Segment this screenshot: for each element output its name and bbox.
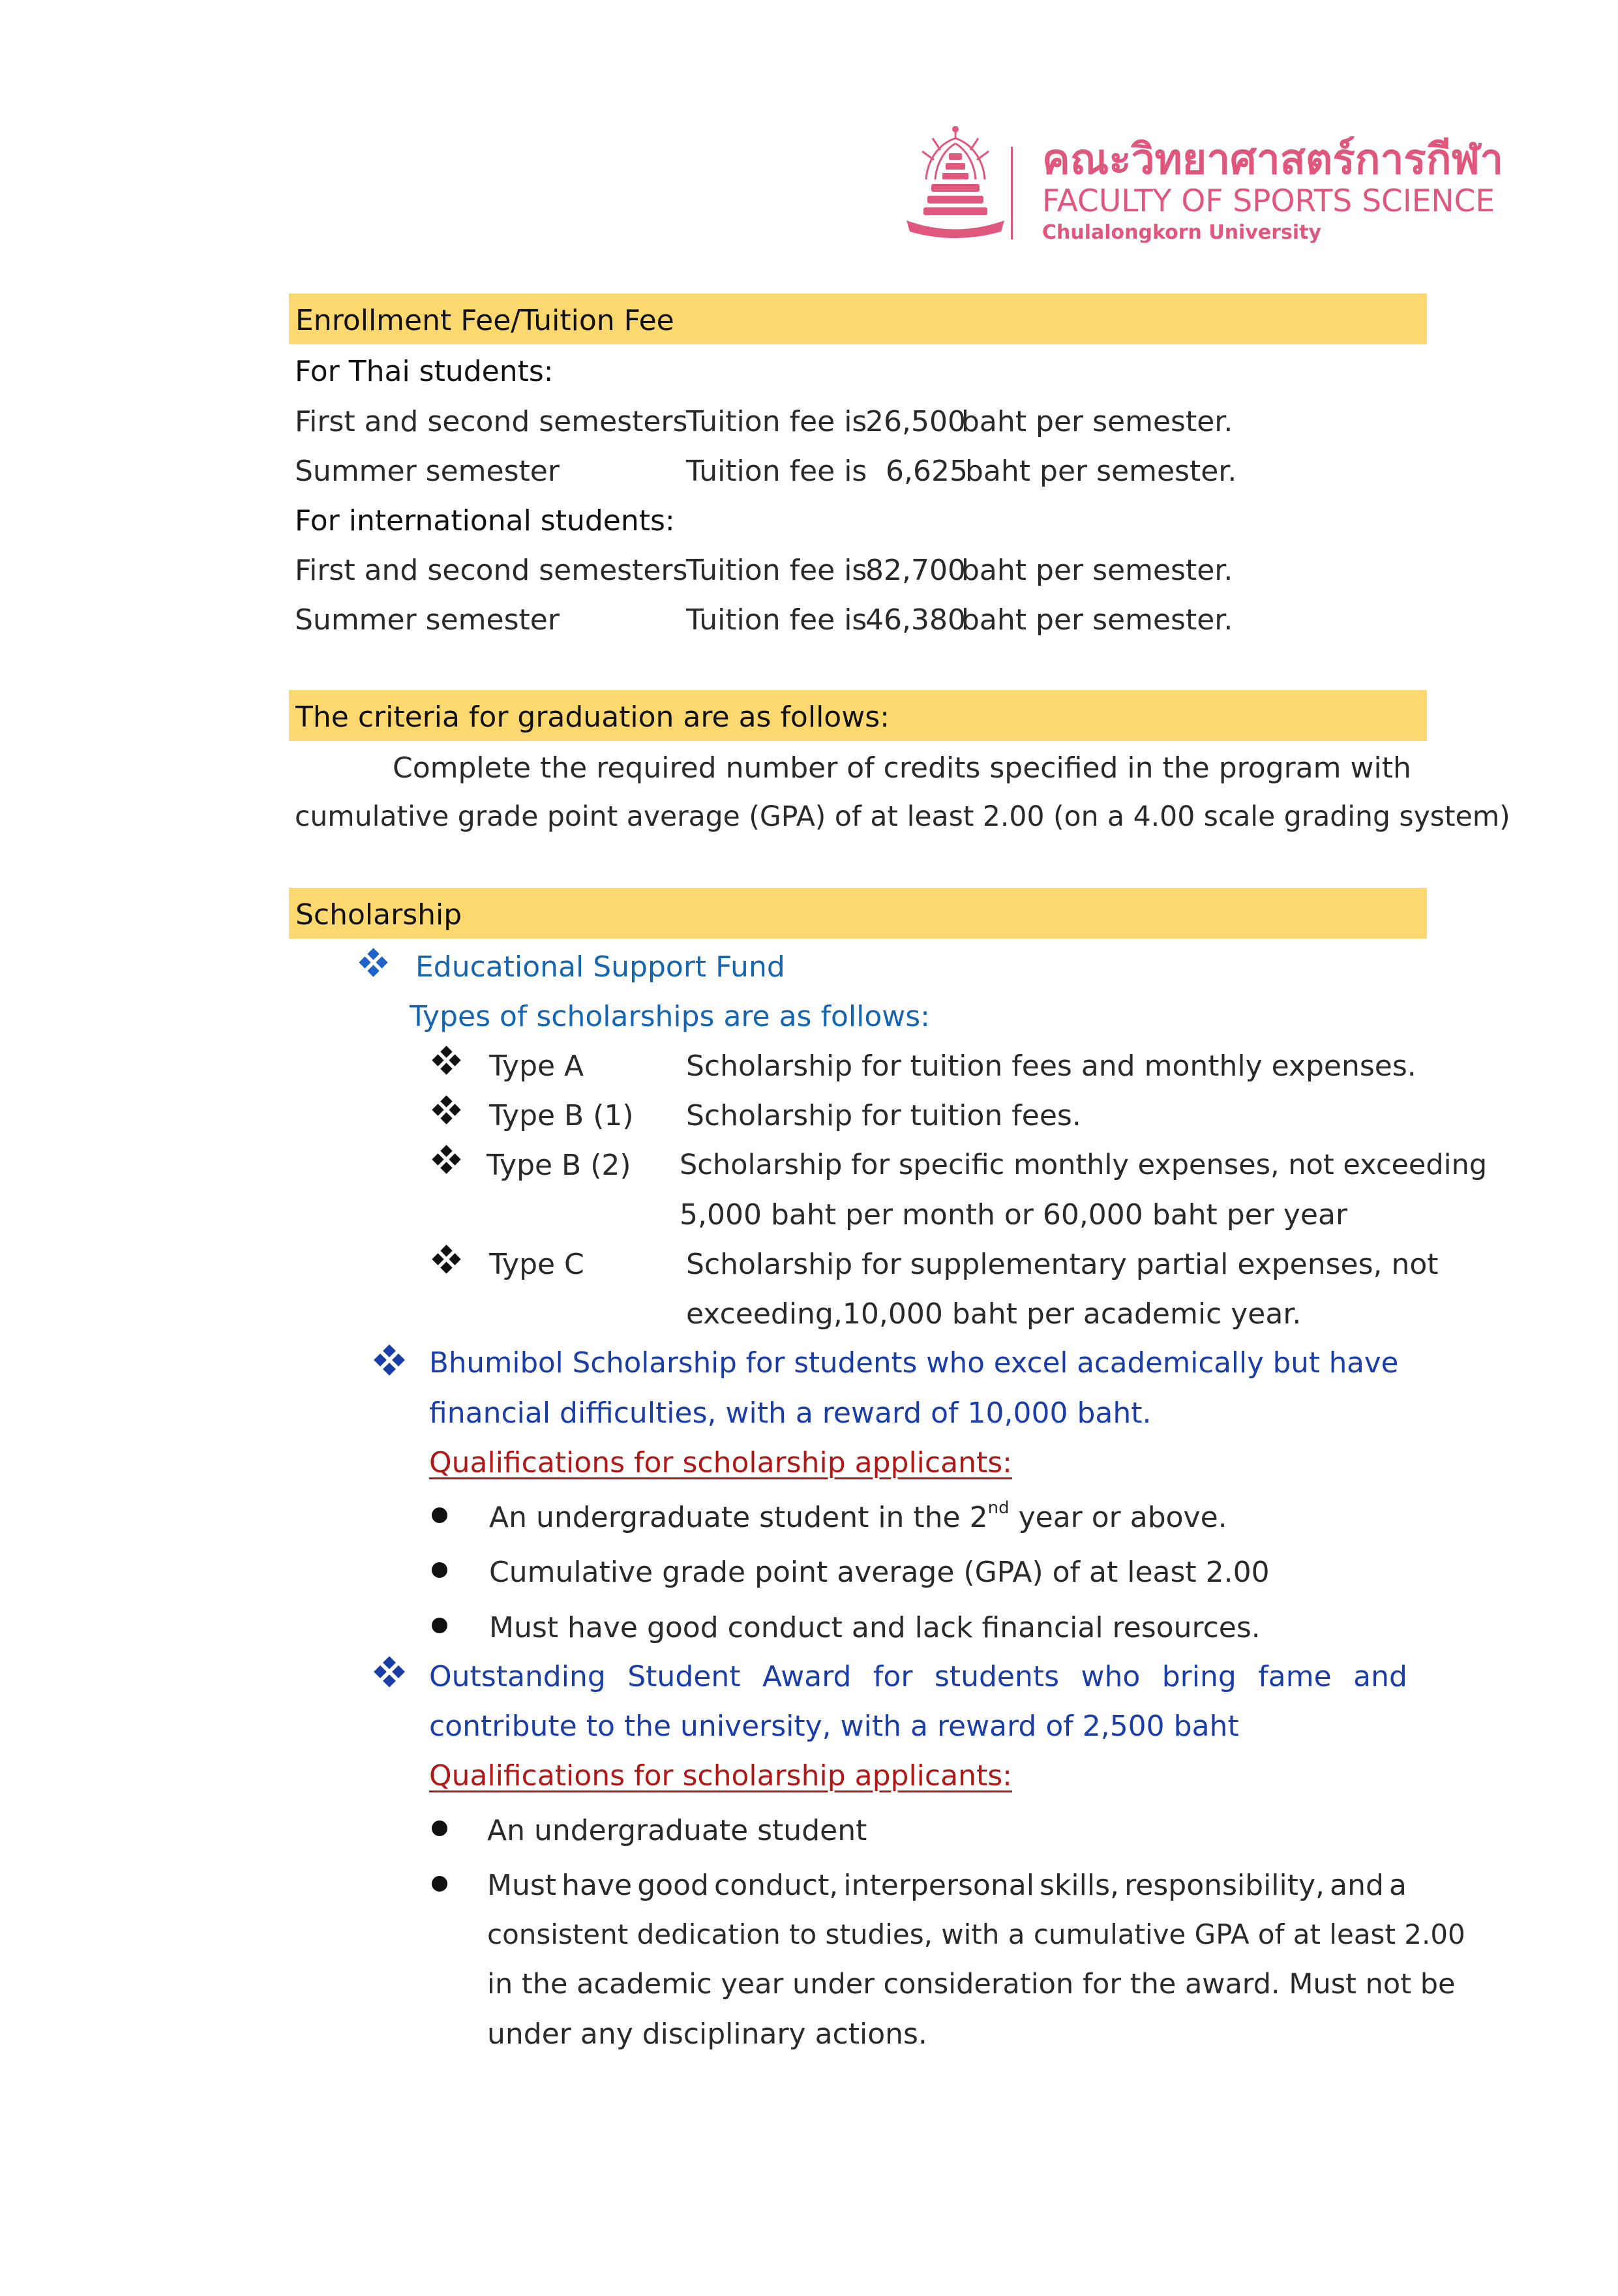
logo-divider [1011,147,1013,239]
scholarship-heading-bar [289,888,1427,939]
outstanding-word: Outstanding [429,1660,606,1693]
intl-fee-amount-summer: 46,380 [865,603,966,637]
fees-heading-bar [289,294,1427,344]
graduation-text-line2: cumulative grade point average (GPA) of at least 2.00 (on a 4.00 scale grading system) [295,801,1510,833]
bullet-dot-icon [432,1820,447,1836]
outstanding-qual-2-line4: under any disciplinary actions. [487,2017,927,2051]
qual-word: Must [487,1869,557,1902]
intl-term-regular: First and second semesters [295,554,688,587]
type-b2-description-line1: Scholarship for specific monthly expenses, not exceeding [680,1149,1488,1181]
outstanding-qual-2-line2: consistent dedication to studies, with a cumulative GPA of at least 2.00 [487,1918,1465,1950]
diamond-bullet-icon [432,1047,462,1077]
bullet-dot-icon [432,1876,447,1892]
bullet-dot-icon [432,1507,447,1523]
bhumibol-title-line1: Bhumibol Scholarship for students who excel academically but have [429,1347,1399,1380]
bullet-dot-icon [432,1618,447,1633]
graduation-heading-bar [289,690,1427,741]
outstanding-title-line1 [429,1660,1407,1693]
bhumibol-qualifications-title: Qualifications for scholarship applicants: [429,1446,1012,1479]
bhumibol-qual-1-pre: An undergraduate student in the 2 [489,1501,988,1534]
bhumibol-qual-3: Must have good conduct and lack financial resources. [489,1611,1261,1644]
bhumibol-qual-1-post: year or above. [1009,1501,1227,1534]
type-c-name: Type C [489,1248,584,1281]
type-a-name: Type A [489,1050,584,1083]
qual-word: conduct, [714,1869,839,1902]
chulalongkorn-emblem-icon [893,124,1017,245]
type-b2-description-line2: 5,000 baht per month or 60,000 baht per year [680,1198,1348,1231]
thai-term-summer: Summer semester [295,455,560,488]
diamond-bullet-icon [373,1345,406,1378]
intl-fee-amount-regular: 82,700 [865,554,966,587]
outstanding-word: Award [762,1660,852,1693]
university-name: Chulalongkorn University [1042,221,1322,244]
intl-fee-prefix-regular: Tuition fee is [686,554,867,587]
outstanding-word: bring [1161,1660,1236,1693]
diamond-bullet-icon [432,1246,462,1276]
intl-fee-prefix-summer: Tuition fee is [686,603,867,637]
thai-fee-amount-regular: 26,500 [865,405,966,438]
type-b1-description: Scholarship for tuition fees. [686,1099,1081,1132]
outstanding-word: students [934,1660,1060,1693]
qual-word: responsibility, [1124,1869,1325,1902]
outstanding-qual-2-line1 [487,1871,1407,1900]
qual-word: and [1330,1869,1384,1902]
outstanding-word: and [1353,1660,1407,1693]
intl-term-summer: Summer semester [295,603,560,637]
outstanding-title-line2: contribute to the university, with a reward of 2,500 baht [429,1710,1239,1743]
bullet-dot-icon [432,1562,447,1578]
diamond-bullet-icon [432,1096,462,1126]
fees-heading: Enrollment Fee/Tuition Fee [295,304,674,337]
type-b2-name: Type B (2) [487,1149,631,1182]
type-c-description-line1: Scholarship for supplementary partial expenses, not [686,1248,1439,1281]
diamond-bullet-icon [359,949,389,979]
bhumibol-qual-1 [489,1498,1227,1534]
graduation-heading: The criteria for graduation are as follows: [295,701,890,734]
type-c-description-line2: exceeding,10,000 baht per academic year. [686,1297,1302,1331]
qual-word: interpersonal [843,1869,1034,1902]
diamond-bullet-icon [373,1657,406,1689]
thai-fee-prefix-summer: Tuition fee is [686,455,867,488]
faculty-logo [893,124,1017,245]
thai-term-regular: First and second semesters [295,405,688,438]
intl-students-heading: For international students: [295,504,675,537]
thai-students-heading: For Thai students: [295,355,554,388]
qual-word: skills, [1040,1869,1120,1902]
intl-fee-suffix-summer: baht per semester. [961,603,1233,637]
type-a-description: Scholarship for tuition fees and monthly expenses. [686,1050,1416,1083]
qual-word: a [1389,1869,1407,1902]
outstanding-word: who [1081,1660,1141,1693]
qual-word: good [637,1869,709,1902]
outstanding-word: Student [627,1660,741,1693]
outstanding-word: for [873,1660,913,1693]
outstanding-word: fame [1258,1660,1332,1693]
diamond-bullet-icon [432,1146,462,1176]
faculty-name-thai: คณะวิทยาศาสตร์การกีฬา [1042,136,1504,184]
qual-word: have [562,1869,633,1902]
bhumibol-qual-1-sup: nd [987,1498,1010,1518]
graduation-text-line1: Complete the required number of credits specified in the program with [393,751,1411,785]
outstanding-qual-1: An undergraduate student [487,1814,867,1847]
scholarship-types-title: Types of scholarships are as follows: [410,1000,930,1033]
bhumibol-title-line2: financial difficulties, with a reward of 10,000 baht. [429,1397,1152,1430]
faculty-name-english: FACULTY OF SPORTS SCIENCE [1042,183,1495,219]
thai-fee-suffix-summer: baht per semester. [965,455,1237,488]
outstanding-qualifications-title: Qualifications for scholarship applicants: [429,1759,1012,1792]
thai-fee-suffix-regular: baht per semester. [961,405,1233,438]
scholarship-heading: Scholarship [295,898,462,931]
outstanding-qual-2-line3: in the academic year under consideration for the award. Must not be [487,1968,1456,2001]
intl-fee-suffix-regular: baht per semester. [961,554,1233,587]
thai-fee-prefix-regular: Tuition fee is [686,405,867,438]
educational-support-fund-title: Educational Support Fund [415,950,785,984]
type-b1-name: Type B (1) [489,1099,634,1132]
thai-fee-amount-summer: 6,625 [886,455,968,488]
bhumibol-qual-2: Cumulative grade point average (GPA) of at least 2.00 [489,1556,1270,1589]
